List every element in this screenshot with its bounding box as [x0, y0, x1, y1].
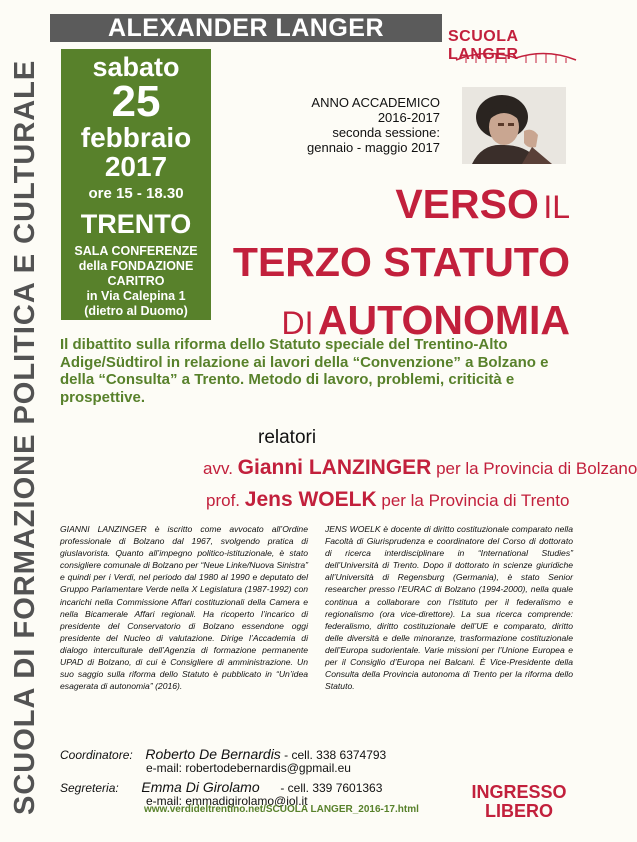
academic-year — [290, 95, 440, 155]
academic-line: seconda sessione: — [332, 125, 440, 140]
coord-cell: - cell. 338 6374793 — [284, 748, 387, 762]
sidebar-text: SCUOLA DI FORMAZIONE POLITICA E CULTURALE — [9, 59, 41, 815]
seg-cell: - cell. 339 7601363 — [280, 781, 383, 795]
coord-name: Roberto De Bernardis — [145, 746, 281, 762]
speaker-2 — [206, 488, 569, 512]
time: ore 15 - 18.30 — [88, 185, 184, 202]
venue-line: in Via Calepina 1 — [86, 289, 186, 303]
venue-line: SALA CONFERENZE — [74, 244, 198, 258]
speaker-prefix: prof. — [206, 491, 241, 510]
academic-line: ANNO ACCADEMICO — [311, 95, 440, 110]
books-icon — [456, 48, 576, 64]
speaker-affiliation: per la Provincia di Bolzano — [436, 459, 637, 478]
free-entry — [470, 783, 568, 821]
title-word: AUTONOMIA — [317, 297, 570, 343]
coord-email[interactable]: e-mail: robertodebernardis@gpmail.eu — [146, 761, 351, 775]
header-name: ALEXANDER LANGER — [107, 14, 385, 42]
title-word: IL — [543, 189, 570, 225]
free-entry-line: INGRESSO — [471, 782, 567, 802]
seg-label: Segreteria: — [60, 781, 119, 795]
venue-line: CARITRO — [107, 274, 165, 288]
venue — [61, 244, 211, 319]
speaker-1 — [203, 456, 637, 480]
speaker-affiliation: per la Provincia di Trento — [381, 491, 570, 510]
bio-lanzinger: GIANNI LANZINGER è iscritto come avvocato all’Ordine professionale di Bolzano dal 1967, svolgendo pratica di giuslavorista. Quanto all’impegno politico-istituzionale, è stato consigliere comunale di Bolzano per “Neue Linke/Nuova Sinistra” e quindi per i Verdi, nel periodo dal 1980 al 1990 e deputato del Gruppo Parlamentare Verde nella X Legislatura (1987-1992) con incarichi nella Commissione Affari costituzionali della Camera e nella Bicamerale Affari regionali. Ha ricoperto l’incarico di presidente del Conservatorio di Bolzano essendone oggi presidente del Nucleo di valutazione. Dirige l’Accademia di dialogo interculturale dell’Agenzia di formazione permanente UPAD di Bolzano, di cui è Consigliere di amministrazione. Un suo saggio sulla riforma dello Statuto è pubblicato in “Un’idea esagerata di autonomia” (2016). — [60, 524, 308, 692]
speaker-prefix: avv. — [203, 459, 233, 478]
logo — [448, 22, 578, 68]
subtitle: Il dibattito sulla riforma dello Statuto speciale del Trentino-Alto Adige/Südtirol in relazione ai lavori della “Convenzione” a Bolzano e della “Consulta” a Trento. Metodo di lavoro, problemi, criticità e prospettive. — [60, 336, 549, 406]
title-word: DI — [281, 305, 314, 341]
sidebar — [0, 0, 50, 842]
day: 25 — [111, 77, 161, 126]
title — [220, 180, 570, 354]
speakers-heading: relatori — [258, 427, 317, 448]
bio-woelk: JENS WOELK è docente di diritto costituzionale comparato nella Facoltà di Giurisprudenza e coordinatore del Corso di dottorato di ricerca interdisciplinare in “International Studies” dell’Università di Trento. Dopo il dottorato in scienze giuridiche all’Università di Regensburg (Germania), è stato Senior researcher presso l’EURAC di Bolzano (1994-2000), nella quale continua a collaborare con l’Istituto per il federalismo e regionalismo (ora vice-direttore). La sua ricerca comprende: federalismo, diritto costituzionale dell’UE e comparato, diritto delle diversità e delle minoranze, trasformazione costituzionale dell’Europa sudorientale. Varie missioni per l’Unione Europea e per il Consiglio d’Europa nei Balcani. È Vice-Presidente della Consulta della Provincia autonoma di Trento per la riforma dello Statuto. — [325, 524, 573, 692]
venue-line: della FONDAZIONE — [78, 259, 194, 273]
website-link[interactable]: www.verdideltrentino.net/SCUOLA LANGER_2016-17.html — [144, 804, 419, 815]
portrait-photo — [462, 87, 566, 164]
title-word: VERSO — [395, 181, 539, 227]
date-box — [61, 49, 211, 320]
coord-label: Coordinatore: — [60, 748, 133, 762]
academic-line: gennaio - maggio 2017 — [307, 140, 440, 155]
year: 2017 — [104, 151, 168, 182]
speaker-name: Gianni LANZINGER — [237, 456, 432, 479]
title-word: TERZO STATUTO — [232, 239, 570, 285]
speaker-name: Jens WOELK — [244, 488, 377, 511]
academic-line: 2016-2017 — [377, 110, 440, 125]
city: TRENTO — [80, 209, 192, 239]
seg-name: Emma Di Girolamo — [141, 779, 260, 795]
header-bar — [50, 14, 442, 42]
weekday: sabato — [92, 52, 180, 82]
month: febbraio — [80, 122, 192, 153]
seg-email[interactable]: e-mail: emmadigirolamo@iol.it — [146, 794, 308, 808]
venue-line: (dietro al Duomo) — [84, 304, 188, 318]
logo-text: SCUOLA LANGER — [448, 28, 519, 63]
free-entry-line: LIBERO — [484, 801, 553, 821]
